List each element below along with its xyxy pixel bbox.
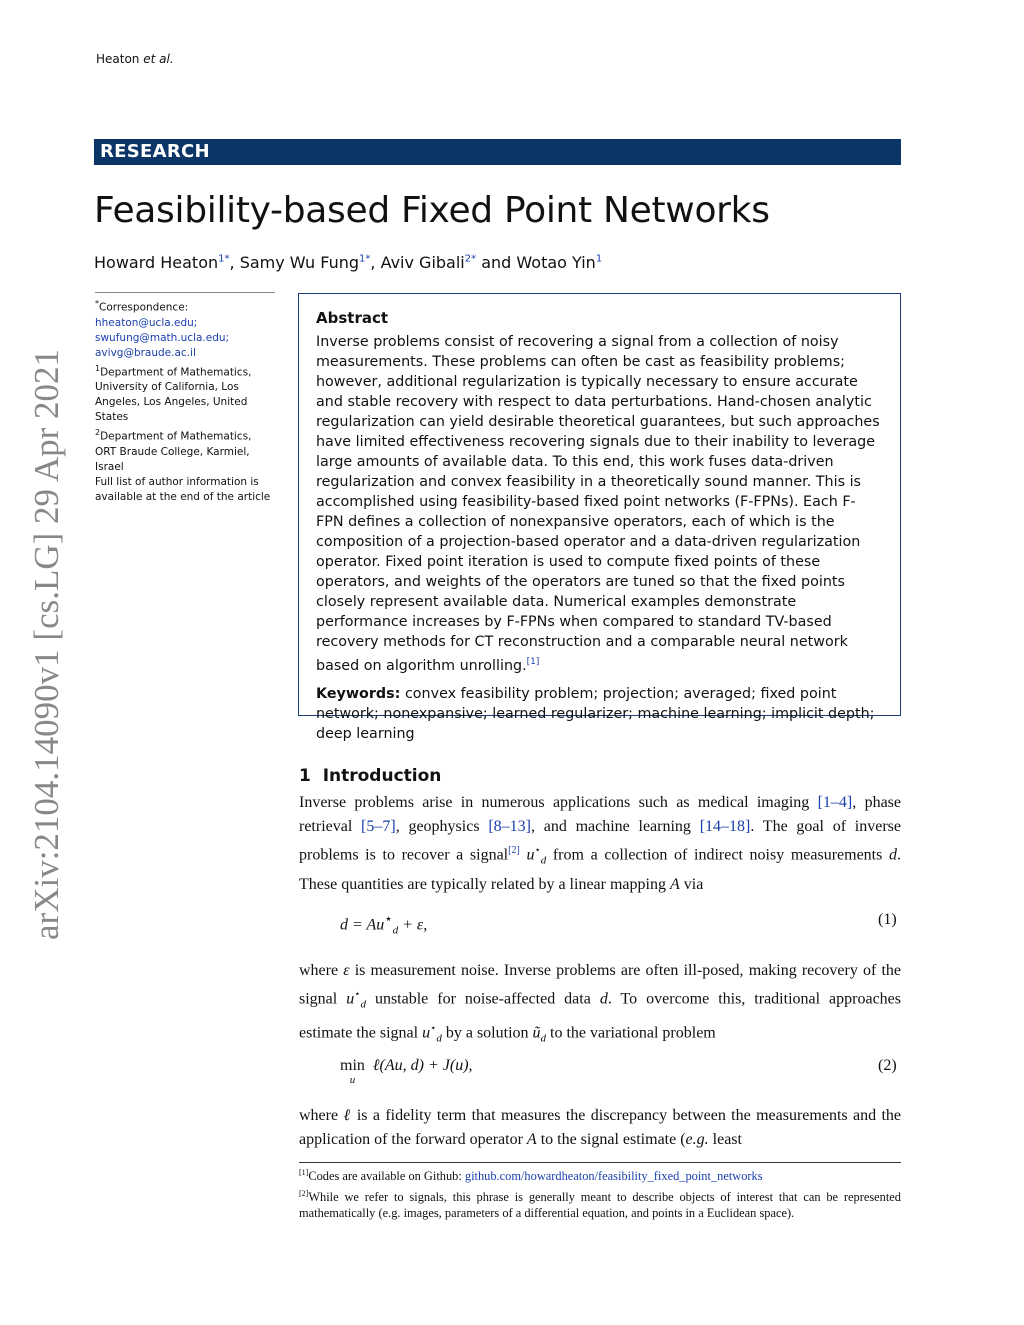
affiliation-number: 2 bbox=[95, 428, 101, 437]
section-number: 1 bbox=[299, 766, 311, 786]
citation-link[interactable]: [1–4] bbox=[817, 794, 853, 811]
keywords bbox=[316, 684, 883, 744]
text-run: , phase retrieval bbox=[299, 794, 901, 835]
footnote-ref[interactable]: [1] bbox=[526, 657, 540, 667]
abstract-box bbox=[298, 293, 901, 742]
full-author-info-note: Full list of author information is available at the end of the article bbox=[95, 475, 271, 503]
text-run: . To overcome this, traditional approaches estimate the signal bbox=[299, 990, 902, 1041]
author-name: Samy Wu Fung bbox=[239, 253, 360, 272]
text-run: where bbox=[299, 1107, 344, 1124]
research-banner: RESEARCH bbox=[94, 139, 901, 165]
intro-paragraph-1: Inverse problems arise in numerous applications such as medical imaging [1–4], phase retrieval [5–7], geophysics [8–13], and machine learning [14–18]. The goal of inverse problems is to recover a signal[2] $u^⋆_d$ from a collection of indirect noisy measurements d. These quantities are typically related by a linear mapping A via bbox=[299, 794, 902, 893]
text-run: via bbox=[679, 875, 704, 893]
footnote-ref[interactable]: [2] bbox=[508, 845, 520, 856]
text-run: Inverse problems arise in numerous applications such as medical imaging bbox=[299, 794, 818, 811]
footnote-divider bbox=[299, 1162, 901, 1163]
footnotes bbox=[299, 1165, 901, 1223]
keywords-list: convex feasibility problem; projection; averaged; fixed point network; nonexpansive; learned regularizer; machine learning; implicit depth; deep learning bbox=[316, 685, 875, 742]
affiliation-text: Department of Mathematics, University of California, Los Angeles, Los Angeles, United States bbox=[95, 366, 252, 423]
citation-link[interactable]: [5–7] bbox=[361, 818, 396, 835]
email-link[interactable]: avivg@braude.ac.il bbox=[95, 346, 196, 359]
sidebar-divider bbox=[95, 292, 275, 293]
intro-paragraph-2: where ε is measurement noise. Inverse problems are often ill-posed, making recovery of the signal $u^⋆_d$ unstable for noise-affected data d. To overcome this, traditional approaches estimate the signal $u^⋆_d$ by a solution $ũ_d$ to the variational problem bbox=[299, 962, 902, 1045]
affiliation-2 bbox=[95, 425, 275, 475]
citation-link[interactable]: [14–18] bbox=[699, 818, 751, 835]
affiliation-1 bbox=[95, 361, 275, 426]
author-separator: , bbox=[370, 253, 381, 272]
correspondence-label bbox=[95, 296, 275, 316]
equation-lhs: d = Au bbox=[340, 916, 385, 934]
min-operator bbox=[340, 1057, 365, 1085]
header-author-name: Heaton bbox=[96, 52, 140, 66]
abstract-text bbox=[316, 332, 883, 676]
text-run: , geophysics bbox=[395, 818, 489, 835]
equation-rhs: + ε, bbox=[398, 916, 428, 934]
text-run: . The goal of inverse problems is to recover a signal bbox=[299, 818, 902, 864]
text-run: from a collection of indirect noisy measurements bbox=[546, 846, 889, 864]
correspondence-mark: * bbox=[95, 299, 99, 308]
author-name: Howard Heaton bbox=[94, 253, 219, 272]
citation-link[interactable]: [8–13] bbox=[488, 818, 531, 835]
text-run: where bbox=[299, 962, 344, 979]
text-run: to the variational problem bbox=[546, 1023, 716, 1041]
equation-expression: ℓ(Au, d) + J(u), bbox=[372, 1057, 473, 1074]
min-label: min bbox=[340, 1057, 365, 1074]
text-run: is measurement noise. Inverse problems are often ill-posed, making recovery of the signal bbox=[299, 962, 901, 1008]
equation-number: (1) bbox=[878, 911, 897, 928]
affiliation-number: 1 bbox=[95, 363, 101, 373]
correspondence-label-text: Correspondence: bbox=[99, 301, 189, 314]
author-list bbox=[94, 253, 602, 272]
footnote-text: Codes are available on Github: bbox=[308, 1169, 465, 1184]
footnote-mark: [2] bbox=[299, 1189, 309, 1199]
section-heading bbox=[299, 766, 441, 786]
text-run: by a solution bbox=[441, 1023, 533, 1041]
author-separator: and bbox=[476, 253, 517, 272]
keywords-label: Keywords: bbox=[316, 685, 401, 702]
footnote-mark: [1] bbox=[299, 1168, 309, 1177]
intro-paragraph-3: where ℓ is a fidelity term that measures the discrepancy between the measurements and the application of the forward operator A to the signal estimate (e.g. least bbox=[299, 1107, 901, 1148]
text-run: is a fidelity term that measures the discrepancy between the measurements and the application of the forward operator bbox=[299, 1107, 901, 1148]
text-run: e.g. bbox=[685, 1131, 709, 1148]
author-name: Wotao Yin bbox=[516, 253, 596, 272]
author-separator: , bbox=[229, 253, 240, 272]
abstract-heading: Abstract bbox=[316, 309, 389, 327]
equation-1: $d = Au^⋆_d + \varepsilon$, bbox=[340, 911, 428, 937]
equation-number: (2) bbox=[878, 1057, 897, 1074]
author-affiliation[interactable]: 1* bbox=[218, 253, 230, 265]
email-link[interactable]: swufung@math.ucla.edu; bbox=[95, 331, 230, 344]
author-name: Aviv Gibali bbox=[380, 253, 465, 272]
author-affiliation[interactable]: 1* bbox=[359, 253, 371, 265]
running-header bbox=[96, 52, 174, 66]
abstract-body: Inverse problems consist of recovering a signal from a collection of noisy measurements. These problems can often be cast as feasibility problems; however, additional regularization is typically necessary to ensure accurate and stable recovery with respect to data perturbations. Hand-chosen analytic regularization can yield desirable theoretical guarantees, but such approaches have limited effectiveness recovering signals due to their inability to leverage large amounts of available data. To this end, this work fuses data-driven regularization and convex feasibility in a theoretically sound manner. This is accomplished using feasibility-based fixed point networks (F-FPNs). Each F-FPN defines a collection of nonexpansive operators, each of which is the composition of a projection-based operator and a data-driven regularization operator. Fixed point iteration is used to compute fixed points of these operators, and weights of the operators are tuned so that the fixed points closely represent available data. Numerical examples demonstrate performance increases by F-FPNs when compared to standard TV-based recovery methods for CT reconstruction and a comparable neural network based on algorithm unrolling. bbox=[316, 334, 880, 674]
author-affiliation[interactable]: 2* bbox=[464, 253, 477, 265]
affiliation-text: Department of Mathematics, ORT Braude College, Karmiel, Israel bbox=[95, 430, 252, 473]
text-run: , and machine learning bbox=[530, 818, 700, 835]
header-etal: et al. bbox=[143, 52, 174, 66]
footnote-text: While we refer to signals, this phrase is generally meant to describe objects of interest that can be represented mathematically (e.g. images, parameters of a differential equation, and points in a Euclidean space). bbox=[299, 1190, 901, 1221]
github-link[interactable]: github.com/howardheaton/feasibility_fixed_point_networks bbox=[464, 1169, 763, 1184]
footnote-2 bbox=[299, 1186, 901, 1221]
footnote-1 bbox=[299, 1165, 901, 1184]
text-run: . These quantities are typically related by a linear mapping bbox=[299, 846, 901, 893]
text-run: to the signal estimate ( bbox=[536, 1131, 686, 1148]
text-run: unstable for noise-affected data bbox=[365, 990, 600, 1008]
arxiv-identifier-stamp: arXiv:2104.14090v1 [cs.LG] 29 Apr 2021 bbox=[27, 348, 66, 940]
author-affiliation[interactable]: 1 bbox=[595, 253, 603, 265]
equation-2 bbox=[340, 1057, 473, 1085]
email-link[interactable]: hheaton@ucla.edu; bbox=[95, 316, 198, 329]
min-subscript: u bbox=[349, 1074, 356, 1086]
section-title: Introduction bbox=[322, 766, 442, 786]
text-run: least bbox=[708, 1131, 742, 1148]
correspondence-sidebar bbox=[95, 296, 275, 505]
paper-title: Feasibility-based Fixed Point Networks bbox=[94, 190, 770, 231]
